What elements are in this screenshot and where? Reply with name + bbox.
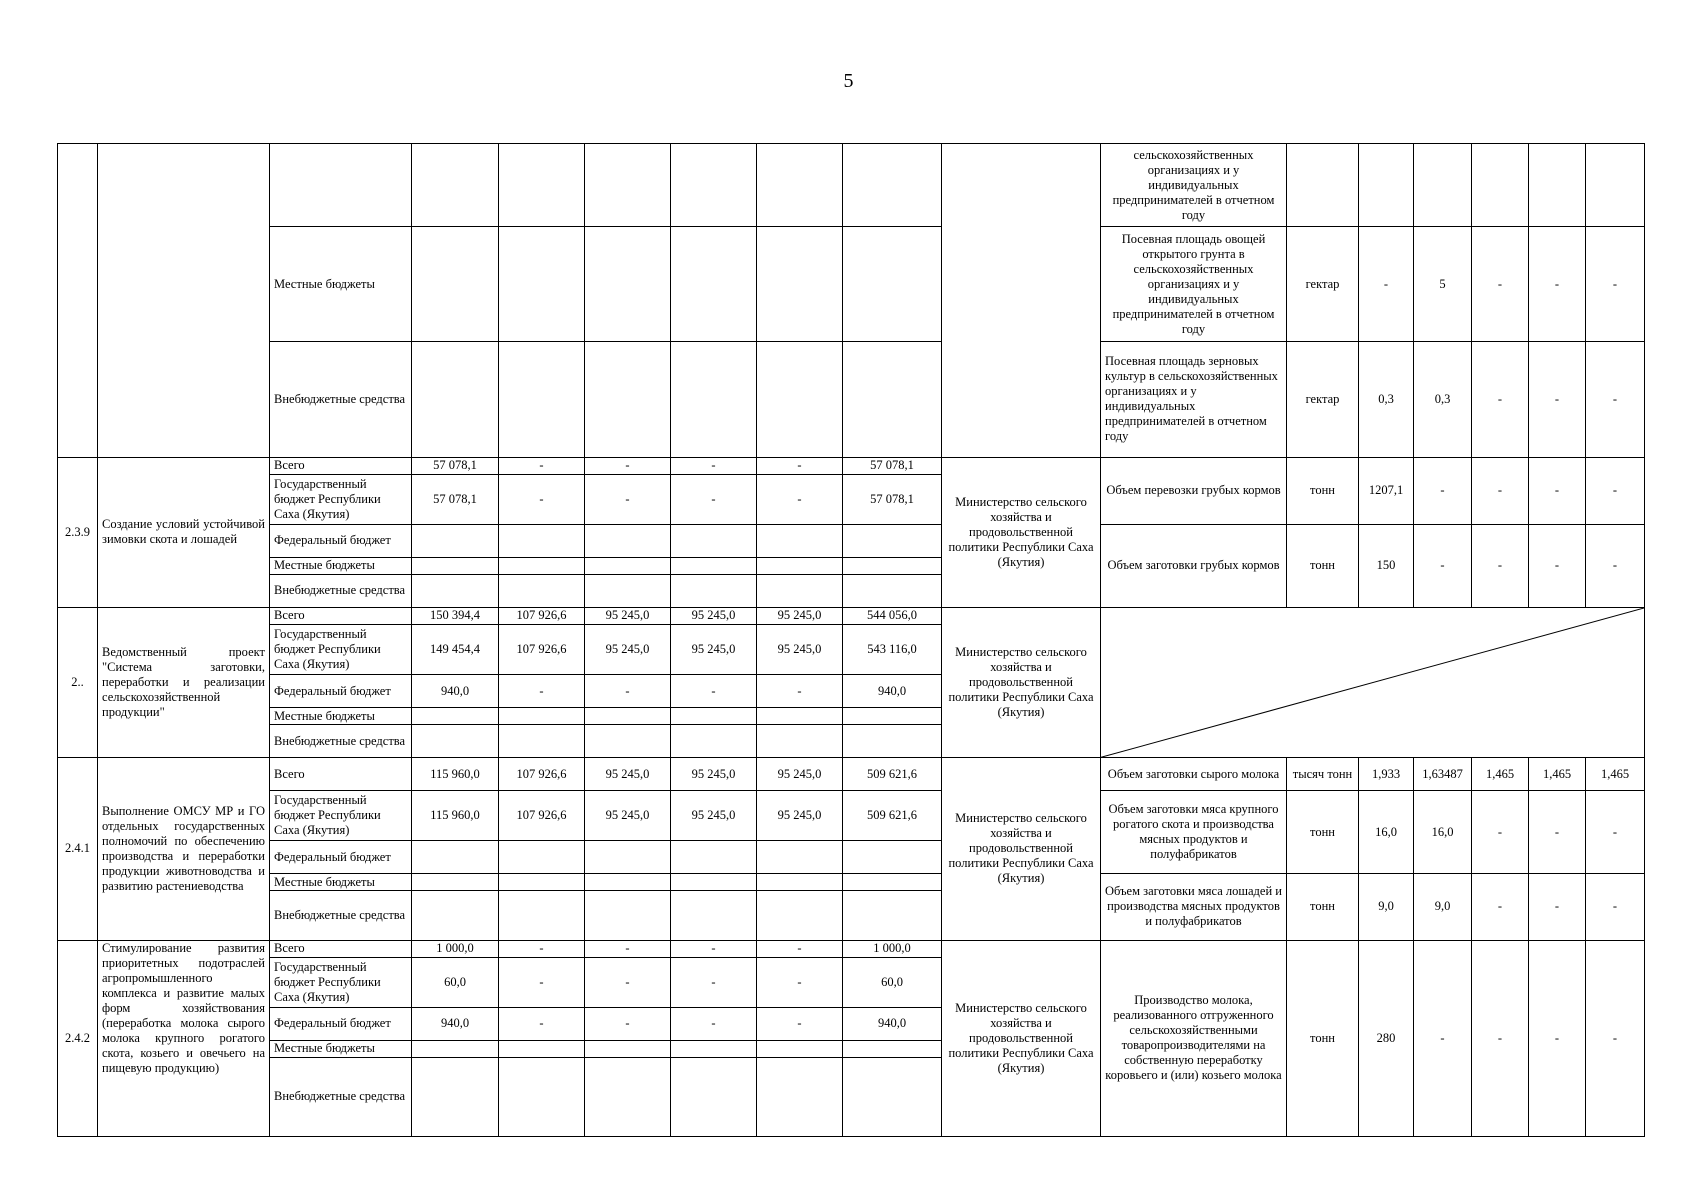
name-cell: [98, 144, 270, 458]
name-cell: Стимулирование развития приоритетных подотраслей агропромышленного комплекса и развитие малых форм хозяйствования (переработка молока сырого молока крупного рогатого скота, козьего и овечьего на пищевую продукцию): [98, 940, 270, 1137]
indicator-name: Объем заготовки мяса крупного рогатого скота и производства мясных продуктов и полуфабрикатов: [1101, 791, 1287, 874]
table-row: Государственный бюджет Республики Саха (Якутия) 60,0 - - - - 60,0: [58, 957, 1645, 1007]
indicator-name: Объем перевозки грубых кормов: [1101, 457, 1287, 524]
indicator-name: Объем заготовки мяса лошадей и производства мясных продуктов и полуфабрикатов: [1101, 874, 1287, 940]
table-row: Местные бюджеты Посевная площадь овощей открытого грунта в сельскохозяйственных организациях и у индивидуальных предпринимателей в отчетном году гектар - 5 - - -: [58, 227, 1645, 342]
diagonal-strike-cell: [1101, 607, 1645, 757]
table-row: Внебюджетные средства: [58, 891, 1645, 892]
indicator-unit: тонн: [1287, 524, 1359, 607]
table-row: 2.3.9 Создание условий устойчивой зимовки скота и лошадей Всего 57 078,1 - - - - 57 078,1 Министерство сельского хозяйства и продовольственной политики Республики Саха (Якутия) Объем перевозки грубых кормов тонн 1207,1 - - - -: [58, 457, 1645, 474]
table-row: Местные бюджеты: [58, 1040, 1645, 1057]
table-row: Внебюджетные средства: [58, 1057, 1645, 1136]
table-row: Федеральный бюджет 940,0 - - - - 940,0: [58, 1007, 1645, 1040]
table-row: Государственный бюджет Республики Саха (Якутия) 149 454,4 107 926,6 95 245,0 95 245,0 95 245,0 543 116,0: [58, 624, 1645, 674]
table-row: 2.. Ведомственный проект "Система заготовки, переработки и реализации сельскохозяйственной продукции" Всего 150 394,4 107 926,6 95 245,0 95 245,0 95 245,0 544 056,0 Министерство сельского хозяйства и продовольственной политики Республики Саха (Якутия): [58, 607, 1645, 624]
table-row: Внебюджетные средства Посевная площадь зерновых культур в сельскохозяйственных организациях и у индивидуальных предпринимателей в отчетном году гектар 0,3 0,3 - - -: [58, 342, 1645, 457]
indicator-name: сельскохозяйственных организациях и у индивидуальных предпринимателей в отчетном году: [1101, 144, 1287, 227]
source-cell: [270, 144, 412, 227]
code-cell: 2..: [58, 607, 98, 757]
table-row: [58, 144, 1645, 227]
table-row: Федеральный бюджет Объем заготовки грубых кормов тонн 150 - - - -: [58, 524, 1645, 557]
table-row: Внебюджетные средства: [58, 574, 1645, 607]
indicator-unit: тонн: [1287, 791, 1359, 874]
table-row: Государственный бюджет Республики Саха (Якутия) 115 960,0 107 926,6 95 245,0 95 245,0 95 245,0 509 621,6 Объем заготовки мяса крупного рогатого скота и производства мясных продуктов и полуфабрикатов тонн 16,0 16,0 - - -: [58, 791, 1645, 841]
table-row: Государственный бюджет Республики Саха (Якутия) 57 078,1 - - - - 57 078,1: [58, 474, 1645, 524]
indicator-unit: тысяч тонн: [1287, 758, 1359, 791]
table-row: 2.4.2 Стимулирование развития приоритетных подотраслей агропромышленного комплекса и развитие малых форм хозяйствования (переработка молока сырого молока крупного рогатого скота, козьего и овечьего на пищевую продукцию) Всего 1 000,0 - - - - 1 000,0 Министерство сельского хозяйства и продовольственной политики Республики Саха (Якутия) Производство молока, реализованного отгруженного сельскохозяйственными товаропроизводителями на собственную переработку коровьего и (или) козьего молока тонн 280 - - - -: [58, 940, 1645, 957]
source-local: Местные бюджеты: [270, 227, 412, 342]
table-row: 2.4.1 Выполнение ОМСУ МР и ГО отдельных государственных полномочий по обеспечению производства и переработки продукции животноводства и развитию растениеводства Всего 115 960,0 107 926,6 95 245,0 95 245,0 95 245,0 509 621,6 Министерство сельского хозяйства и продовольственной политики Республики Саха (Якутия) Объем заготовки сырого молока тысяч тонн 1,933 1,63487 1,465 1,465 1,465: [58, 758, 1645, 791]
indicator-name: Производство молока, реализованного отгруженного сельскохозяйственными товаропроизводителями на собственную переработку коровьего и (или) козьего молока: [1101, 940, 1287, 1137]
indicator-unit: тонн: [1287, 874, 1359, 940]
table-row: Местные бюджеты Объем заготовки мяса лошадей и производства мясных продуктов и полуфабрикатов тонн 9,0 9,0 - - -: [58, 874, 1645, 891]
page-number: 5: [843, 70, 854, 92]
executor-cell: Министерство сельского хозяйства и продовольственной политики Республики Саха (Якутия): [942, 940, 1101, 1137]
code-cell: 2.4.2: [58, 940, 98, 1137]
name-cell: Выполнение ОМСУ МР и ГО отдельных государственных полномочий по обеспечению производства и переработки продукции животноводства и развитию растениеводства: [98, 758, 270, 940]
indicator-name: Объем заготовки грубых кормов: [1101, 524, 1287, 607]
indicator-unit: тонн: [1287, 940, 1359, 1137]
indicator-name: Посевная площадь зерновых культур в сельскохозяйственных организациях и у индивидуальных предпринимателей в отчетном году: [1101, 342, 1287, 457]
code-cell: 2.3.9: [58, 457, 98, 607]
diagonal-line: [1101, 608, 1644, 757]
code-cell: [58, 144, 98, 458]
table-row: Местные бюджеты: [58, 557, 1645, 574]
indicator-unit: гектар: [1287, 342, 1359, 457]
code-cell: 2.4.1: [58, 758, 98, 940]
indicator-name: Посевная площадь овощей открытого грунта в сельскохозяйственных организациях и у индивидуальных предпринимателей в отчетном году: [1101, 227, 1287, 342]
indicator-unit: гектар: [1287, 227, 1359, 342]
name-cell: Создание условий устойчивой зимовки скота и лошадей: [98, 457, 270, 607]
indicator-name: Объем заготовки сырого молока: [1101, 758, 1287, 791]
table-row: Внебюджетные средства: [58, 725, 1645, 758]
table-row: Местные бюджеты: [58, 708, 1645, 725]
table-row: Федеральный бюджет: [58, 841, 1645, 842]
source-extra: Внебюджетные средства: [270, 342, 412, 457]
executor-cell: [942, 144, 1101, 458]
program-table: [57, 143, 1645, 1137]
name-cell: Ведомственный проект "Система заготовки, переработки и реализации сельскохозяйственной продукции": [98, 607, 270, 757]
indicator-unit: тонн: [1287, 457, 1359, 524]
table-row: Федеральный бюджет 940,0 - - - - 940,0: [58, 675, 1645, 708]
executor-cell: Министерство сельского хозяйства и продовольственной политики Республики Саха (Якутия): [942, 758, 1101, 940]
executor-cell: Министерство сельского хозяйства и продовольственной политики Республики Саха (Якутия): [942, 457, 1101, 607]
executor-cell: Министерство сельского хозяйства и продовольственной политики Республики Саха (Якутия): [942, 607, 1101, 757]
